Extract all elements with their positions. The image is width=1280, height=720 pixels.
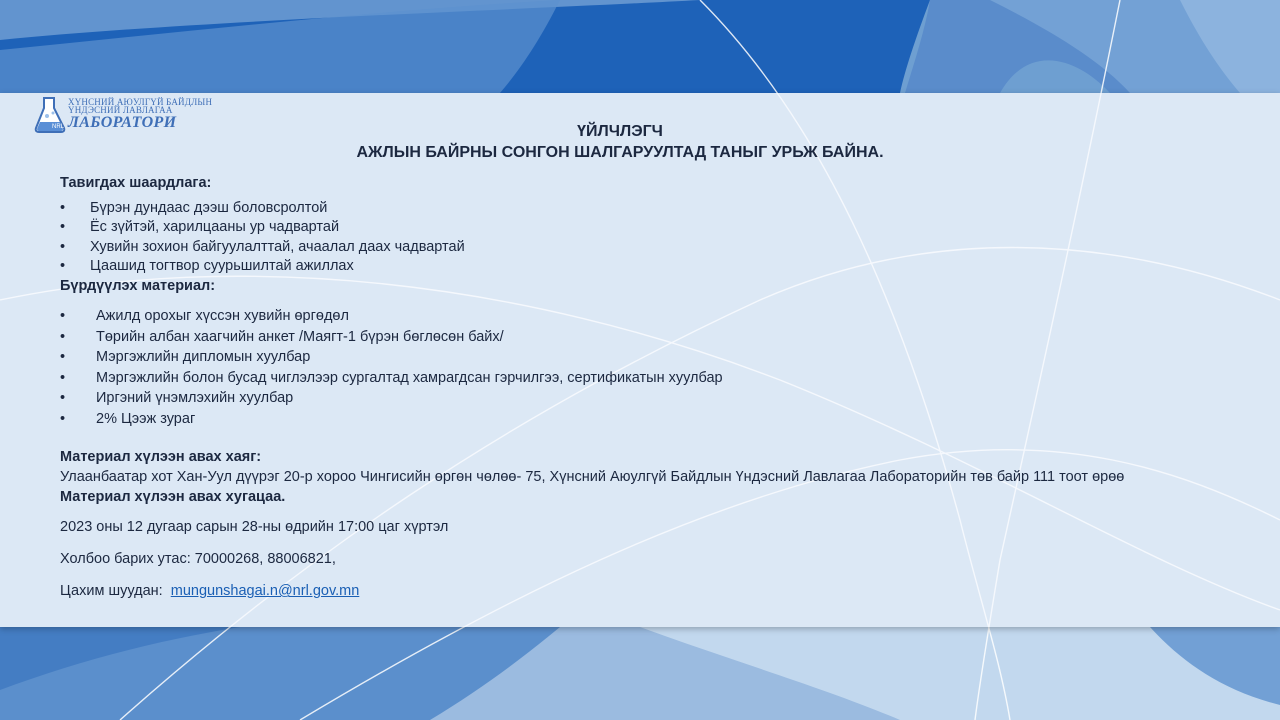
logo-line-1: ХҮНСНИЙ АЮУЛГҮЙ БАЙДЛЫН: [68, 97, 213, 107]
address-text: Улаанбаатар хот Хан-Уул дүүрэг 20-р хороо Чингисийн өргөн чөлөө- 75, Хүнсний Аюулгүй Байдлын Үндэсний Лавлагаа Лабораторийн төв байр 111 тоот өрөө: [60, 469, 1125, 486]
list-item: • 2% Цээж зураг: [60, 409, 1190, 430]
list-item: • Мэргэжлийн дипломын хуулбар: [60, 347, 1190, 368]
title-line-2: АЖЛЫН БАЙРНЫ СОНГОН ШАЛГАРУУЛТАД ТАНЫГ УРЬЖ БАЙНА.: [356, 144, 884, 161]
list-item: • Мэргэжлийн болон бусад чиглэлээр сургалтад хамрагдсан гэрчилгээ, сертификатын хуулбар: [60, 368, 1190, 389]
list-item: • Иргэний үнэмлэхийн хуулбар: [60, 388, 1190, 409]
list-item: • Бүрэн дундаас дээш боловсролтой: [60, 199, 1190, 218]
list-item: • Ёс зүйтэй, харилцааны ур чадвартай: [60, 218, 1190, 237]
logo-line-3: ЛАБОРАТОРИ: [68, 114, 177, 131]
email-label: Цахим шуудан:: [60, 583, 163, 600]
requirements-list: [60, 199, 1190, 276]
list-item: • Хувийн зохион байгуулалттай, ачаалал даах чадвартай: [60, 238, 1190, 257]
page-title: [0, 121, 1240, 163]
contact-email-row: [60, 581, 1190, 601]
materials-heading: Бүрдүүлэх материал:: [60, 278, 216, 295]
announcement-body: [60, 173, 1190, 601]
list-item: • Төрийн албан хаагчийн анкет /Маягт-1 бүрэн бөглөсөн байх/: [60, 327, 1190, 348]
deadline-heading: Материал хүлээн авах хугацаа.: [60, 489, 286, 506]
email-link[interactable]: mungunshagai.n@nrl.gov.mn: [170, 583, 360, 600]
logo-line-2: ҮНДЭСНИЙ ЛАВЛАГАА: [68, 105, 173, 115]
materials-list: [60, 306, 1190, 429]
list-item: • Цаашид тогтвор суурьшилтай ажиллах: [60, 257, 1190, 276]
contact-phone: Холбоо барих утас: 70000268, 88006821,: [60, 551, 336, 568]
address-heading: Материал хүлээн авах хаяг:: [60, 449, 262, 466]
requirements-heading: Тавигдах шаардлага:: [60, 175, 212, 191]
title-line-1: ҮЙЛЧЛЭГЧ: [577, 123, 663, 140]
deadline-text: 2023 оны 12 дугаар сарын 28-ны өдрийн 17:00 цаг хүртэл: [60, 519, 449, 536]
logo-badge: NRL: [52, 124, 65, 130]
list-item: • Ажилд орохыг хүссэн хувийн өргөдөл: [60, 306, 1190, 327]
